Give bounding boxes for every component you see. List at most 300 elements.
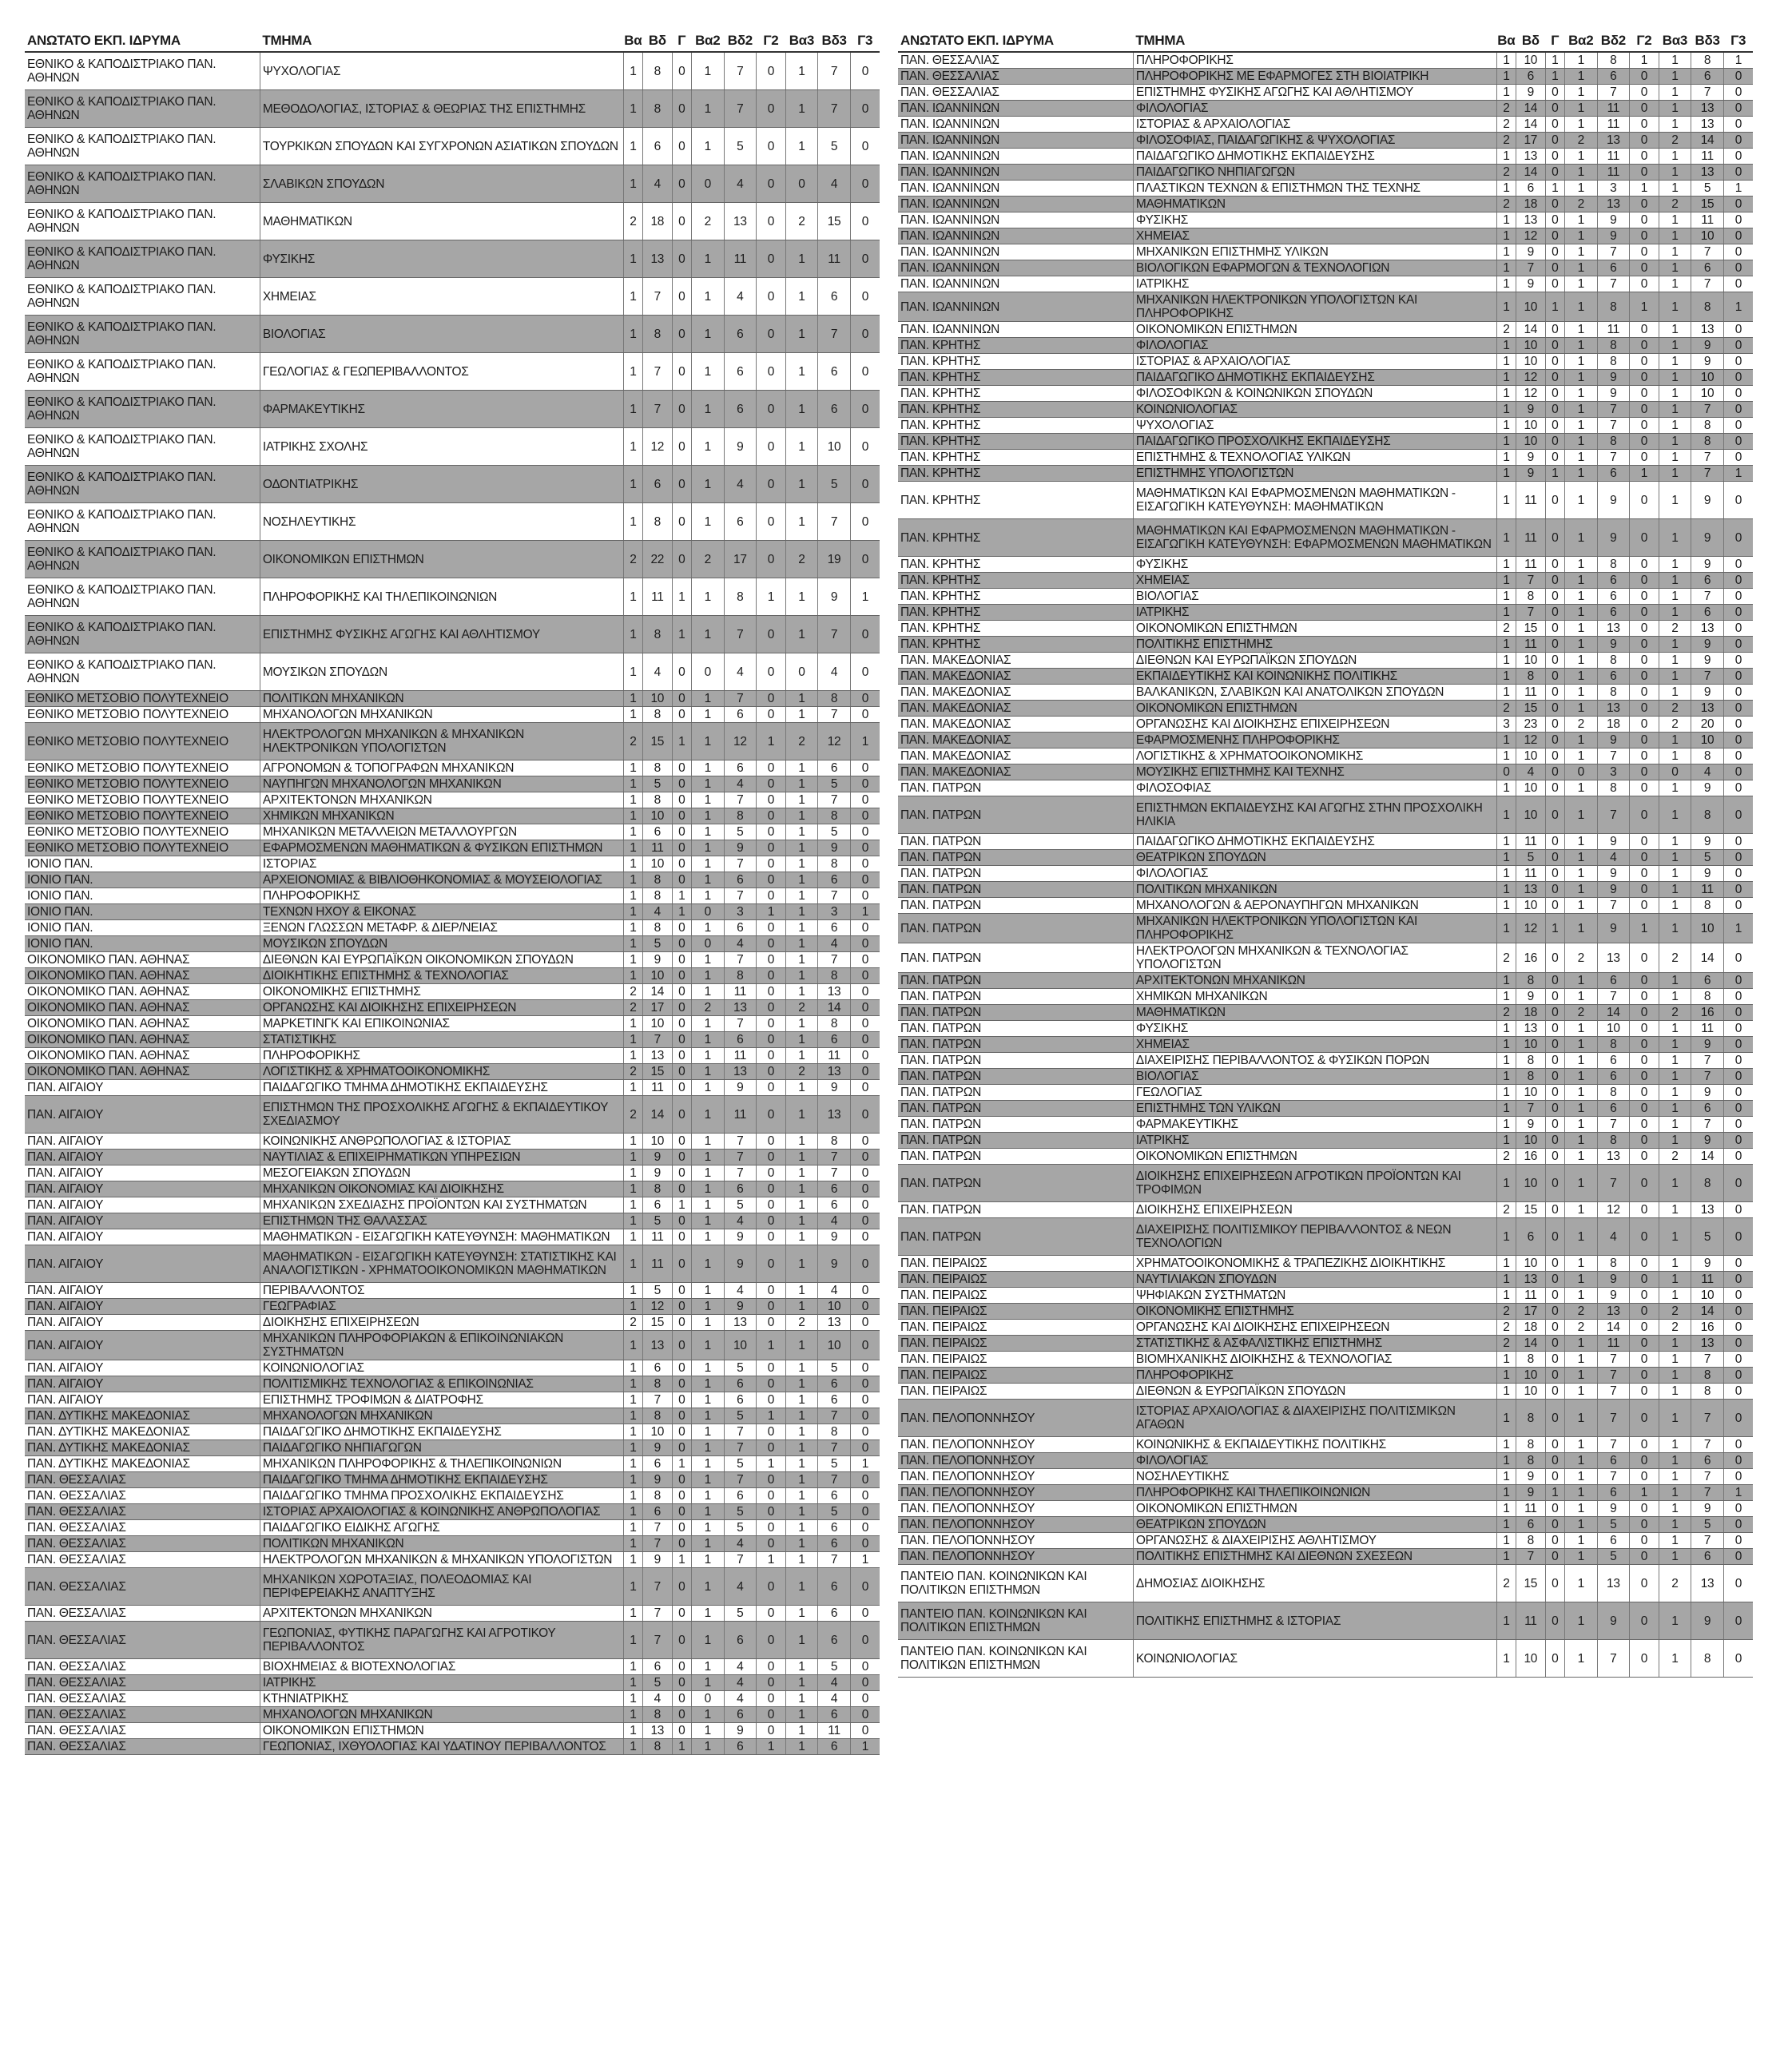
bd3-cell: 13 bbox=[818, 1096, 851, 1134]
ba3-cell: 1 bbox=[785, 792, 818, 808]
g2-cell: 0 bbox=[757, 1675, 786, 1691]
ba3-cell: 1 bbox=[785, 1197, 818, 1213]
ba2-cell: 1 bbox=[1564, 914, 1597, 943]
bd-cell: 12 bbox=[1516, 228, 1546, 244]
table-row bbox=[898, 519, 1753, 557]
g2-cell: 0 bbox=[757, 1213, 786, 1229]
department-cell: ΟΙΚΟΝΟΜΙΚΩΝ ΕΠΙΣΤΗΜΩΝ bbox=[1133, 1149, 1496, 1165]
bd-cell: 7 bbox=[643, 1606, 673, 1622]
g-cell: 0 bbox=[1545, 733, 1564, 749]
g2-cell: 0 bbox=[1630, 796, 1659, 834]
bd3-cell: 6 bbox=[818, 1568, 851, 1606]
g-cell: 1 bbox=[1545, 181, 1564, 197]
ba3-cell: 1 bbox=[1659, 733, 1691, 749]
bd3-cell: 7 bbox=[818, 1408, 851, 1424]
bd2-cell: 4 bbox=[1597, 850, 1630, 866]
ba-cell: 1 bbox=[1496, 1400, 1516, 1437]
g3-cell: 0 bbox=[1723, 1565, 1753, 1602]
ba3-cell: 1 bbox=[1659, 1165, 1691, 1202]
department-cell: ΕΠΙΣΤΗΜΩΝ ΕΚΠΑΙΔΕΥΣΗΣ ΚΑΙ ΑΓΩΓΗΣ ΣΤΗΝ ΠΡΟΣΧΟΛΙΚΗ ΗΛΙΚΙΑ bbox=[1133, 796, 1496, 834]
department-cell: ΦΥΣΙΚΗΣ bbox=[1133, 557, 1496, 573]
department-cell: ΒΙΟΛΟΓΙΑΣ bbox=[1133, 589, 1496, 605]
bd2-cell: 17 bbox=[724, 541, 757, 578]
ba3-cell: 1 bbox=[1659, 1533, 1691, 1549]
ba2-cell: 1 bbox=[691, 278, 724, 316]
institution-cell: ΠΑΝ. ΙΩΑΝΝΙΝΩΝ bbox=[898, 165, 1133, 181]
bd2-cell: 3 bbox=[724, 904, 757, 920]
g2-cell: 0 bbox=[757, 840, 786, 856]
g2-cell: 0 bbox=[1630, 85, 1659, 101]
ba3-cell: 1 bbox=[785, 936, 818, 952]
department-cell: ΒΑΛΚΑΝΙΚΩΝ, ΣΛΑΒΙΚΩΝ ΚΑΙ ΑΝΑΤΟΛΙΚΩΝ ΣΠΟΥΔΩΝ bbox=[1133, 685, 1496, 701]
bd3-cell: 13 bbox=[1691, 322, 1724, 338]
department-cell: ΟΙΚΟΝΟΜΙΚΩΝ ΕΠΙΣΤΗΜΩΝ bbox=[260, 1723, 623, 1739]
ba-cell: 1 bbox=[623, 1606, 642, 1622]
bd2-cell: 13 bbox=[1597, 701, 1630, 717]
bd-cell: 10 bbox=[643, 968, 673, 984]
ba2-cell: 1 bbox=[691, 466, 724, 503]
g-cell: 0 bbox=[1545, 418, 1564, 434]
g-cell: 0 bbox=[1545, 589, 1564, 605]
ba-cell: 1 bbox=[1496, 212, 1516, 228]
institution-cell: ΠΑΝ. ΜΑΚΕΔΟΝΙΑΣ bbox=[898, 669, 1133, 685]
g-cell: 0 bbox=[672, 1723, 691, 1739]
ba-cell: 1 bbox=[1496, 1117, 1516, 1133]
ba3-cell: 1 bbox=[1659, 52, 1691, 69]
g2-cell: 0 bbox=[1630, 882, 1659, 898]
g-cell: 0 bbox=[1545, 669, 1564, 685]
table-row bbox=[25, 723, 880, 760]
g3-cell: 0 bbox=[1723, 780, 1753, 796]
bd2-cell: 8 bbox=[1597, 338, 1630, 354]
bd-cell: 22 bbox=[643, 541, 673, 578]
header-bd3: Βδ3 bbox=[1691, 30, 1724, 52]
table-row bbox=[898, 402, 1753, 418]
department-cell: ΒΙΟΛΟΓΙΚΩΝ ΕΦΑΡΜΟΓΩΝ & ΤΕΧΝΟΛΟΓΙΩΝ bbox=[1133, 260, 1496, 276]
table-row bbox=[898, 165, 1753, 181]
g2-cell: 0 bbox=[757, 1622, 786, 1659]
ba2-cell: 1 bbox=[691, 1283, 724, 1299]
ba-cell: 2 bbox=[623, 203, 642, 240]
institution-cell: ΠΑΝ. ΠΑΤΡΩΝ bbox=[898, 834, 1133, 850]
g2-cell: 0 bbox=[1630, 370, 1659, 386]
g3-cell: 0 bbox=[1723, 1336, 1753, 1352]
department-cell: ΦΙΛΟΛΟΓΙΑΣ bbox=[1133, 338, 1496, 354]
g2-cell: 0 bbox=[1630, 701, 1659, 717]
g-cell: 0 bbox=[672, 1213, 691, 1229]
g3-cell: 0 bbox=[850, 90, 880, 128]
bd2-cell: 7 bbox=[1597, 450, 1630, 466]
bd3-cell: 13 bbox=[818, 1315, 851, 1331]
ba3-cell: 1 bbox=[1659, 1272, 1691, 1288]
institution-cell: ΠΑΝ. ΚΡΗΤΗΣ bbox=[898, 370, 1133, 386]
g2-cell: 0 bbox=[1630, 1453, 1659, 1469]
bd2-cell: 13 bbox=[1597, 621, 1630, 637]
bd3-cell: 11 bbox=[818, 1048, 851, 1064]
ba-cell: 1 bbox=[1496, 749, 1516, 764]
g3-cell: 0 bbox=[1723, 69, 1753, 85]
ba-cell: 1 bbox=[1496, 1368, 1516, 1384]
bd2-cell: 6 bbox=[1597, 605, 1630, 621]
g-cell: 0 bbox=[672, 1691, 691, 1707]
ba3-cell: 1 bbox=[785, 1213, 818, 1229]
bd-cell: 7 bbox=[643, 1032, 673, 1048]
g3-cell: 0 bbox=[850, 776, 880, 792]
bd3-cell: 6 bbox=[1691, 973, 1724, 989]
g2-cell: 0 bbox=[1630, 669, 1659, 685]
department-cell: ΦΑΡΜΑΚΕΥΤΙΚΗΣ bbox=[260, 391, 623, 428]
institution-cell: ΠΑΝ. ΠΕΛΟΠΟΝΝΗΣΟΥ bbox=[898, 1453, 1133, 1469]
table-row bbox=[898, 717, 1753, 733]
department-cell: ΧΗΜΙΚΩΝ ΜΗΧΑΝΙΚΩΝ bbox=[1133, 989, 1496, 1005]
g2-cell: 0 bbox=[1630, 1320, 1659, 1336]
ba-cell: 1 bbox=[623, 1440, 642, 1456]
ba3-cell: 1 bbox=[785, 856, 818, 872]
ba2-cell: 0 bbox=[691, 165, 724, 203]
institution-cell: ΠΑΝ. ΚΡΗΤΗΣ bbox=[898, 589, 1133, 605]
header-ba2: Βα2 bbox=[1564, 30, 1597, 52]
bd3-cell: 11 bbox=[1691, 882, 1724, 898]
ba3-cell: 1 bbox=[785, 391, 818, 428]
institution-cell: ΕΘΝΙΚΟ & ΚΑΠΟΔΙΣΤΡΙΑΚΟ ΠΑΝ. ΑΘΗΝΩΝ bbox=[25, 541, 260, 578]
g-cell: 0 bbox=[672, 165, 691, 203]
bd-cell: 11 bbox=[1516, 1602, 1546, 1640]
bd-cell: 6 bbox=[1516, 69, 1546, 85]
bd-cell: 7 bbox=[643, 278, 673, 316]
table-row bbox=[25, 888, 880, 904]
bd2-cell: 5 bbox=[724, 1408, 757, 1424]
table-row bbox=[898, 1149, 1753, 1165]
bd-cell: 9 bbox=[1516, 1469, 1546, 1485]
g2-cell: 0 bbox=[757, 503, 786, 541]
institution-cell: ΟΙΚΟΝΟΜΙΚΟ ΠΑΝ. ΑΘΗΝΑΣ bbox=[25, 1000, 260, 1016]
ba-cell: 2 bbox=[1496, 197, 1516, 212]
g-cell: 0 bbox=[1545, 943, 1564, 973]
g3-cell: 0 bbox=[850, 952, 880, 968]
bd-cell: 5 bbox=[643, 1213, 673, 1229]
bd3-cell: 7 bbox=[1691, 1485, 1724, 1501]
g3-cell: 0 bbox=[1723, 1085, 1753, 1101]
department-cell: ΑΓΡΟΝΟΜΩΝ & ΤΟΠΟΓΡΑΦΩΝ ΜΗΧΑΝΙΚΩΝ bbox=[260, 760, 623, 776]
g3-cell: 0 bbox=[1723, 749, 1753, 764]
ba3-cell: 1 bbox=[1659, 1602, 1691, 1640]
ba2-cell: 1 bbox=[1564, 354, 1597, 370]
bd-cell: 8 bbox=[1516, 1400, 1546, 1437]
bd3-cell: 11 bbox=[1691, 149, 1724, 165]
ba2-cell: 1 bbox=[691, 1360, 724, 1376]
bd2-cell: 10 bbox=[724, 1331, 757, 1360]
ba-cell: 1 bbox=[1496, 260, 1516, 276]
bd2-cell: 6 bbox=[1597, 973, 1630, 989]
g-cell: 0 bbox=[1545, 1549, 1564, 1565]
ba2-cell: 1 bbox=[1564, 1501, 1597, 1517]
g3-cell: 0 bbox=[850, 1000, 880, 1016]
g3-cell: 0 bbox=[1723, 1053, 1753, 1069]
ba-cell: 1 bbox=[1496, 402, 1516, 418]
bd2-cell: 4 bbox=[724, 466, 757, 503]
bd3-cell: 7 bbox=[818, 52, 851, 90]
institution-cell: ΕΘΝΙΚΟ & ΚΑΠΟΔΙΣΤΡΙΑΚΟ ΠΑΝ. ΑΘΗΝΩΝ bbox=[25, 653, 260, 691]
table-row bbox=[898, 914, 1753, 943]
g-cell: 0 bbox=[1545, 1117, 1564, 1133]
bd-cell: 12 bbox=[1516, 386, 1546, 402]
bd2-cell: 7 bbox=[724, 52, 757, 90]
table-row bbox=[898, 669, 1753, 685]
ba3-cell: 1 bbox=[1659, 1437, 1691, 1453]
g3-cell: 0 bbox=[1723, 1133, 1753, 1149]
bd-cell: 8 bbox=[643, 1408, 673, 1424]
g-cell: 0 bbox=[1545, 796, 1564, 834]
table-row bbox=[898, 1021, 1753, 1037]
bd3-cell: 6 bbox=[818, 1488, 851, 1504]
institution-cell: ΕΘΝΙΚΟ & ΚΑΠΟΔΙΣΤΡΙΑΚΟ ΠΑΝ. ΑΘΗΝΩΝ bbox=[25, 165, 260, 203]
ba2-cell: 1 bbox=[691, 1622, 724, 1659]
department-cell: ΠΛΗΡΟΦΟΡΙΚΗΣ bbox=[260, 888, 623, 904]
g3-cell: 0 bbox=[1723, 1021, 1753, 1037]
bd2-cell: 4 bbox=[724, 1691, 757, 1707]
table-row bbox=[25, 707, 880, 723]
g-cell: 0 bbox=[1545, 370, 1564, 386]
bd2-cell: 13 bbox=[1597, 133, 1630, 149]
ba3-cell: 2 bbox=[785, 1315, 818, 1331]
department-cell: ΜΑΘΗΜΑΤΙΚΩΝ - ΕΙΣΑΓΩΓΙΚΗ ΚΑΤΕΥΘΥΝΣΗ: ΜΑΘΗΜΑΤΙΚΩΝ bbox=[260, 1229, 623, 1245]
g-cell: 0 bbox=[672, 391, 691, 428]
ba2-cell: 1 bbox=[1564, 637, 1597, 653]
table-row bbox=[898, 434, 1753, 450]
department-cell: ΟΡΓΑΝΩΣΗΣ ΚΑΙ ΔΙΟΙΚΗΣΗΣ ΕΠΙΧΕΙΡΗΣΕΩΝ bbox=[1133, 717, 1496, 733]
g-cell: 0 bbox=[1545, 1133, 1564, 1149]
g3-cell: 0 bbox=[850, 984, 880, 1000]
table-row bbox=[25, 1707, 880, 1723]
g3-cell: 0 bbox=[1723, 1453, 1753, 1469]
department-cell: ΛΟΓΙΣΤΙΚΗΣ & ΧΡΗΜΑΤΟΟΙΚΟΝΟΜΙΚΗΣ bbox=[1133, 749, 1496, 764]
g3-cell: 0 bbox=[1723, 989, 1753, 1005]
ba-cell: 1 bbox=[623, 1659, 642, 1675]
ba-cell: 1 bbox=[623, 1080, 642, 1096]
ba-cell: 1 bbox=[623, 165, 642, 203]
ba-cell: 1 bbox=[1496, 685, 1516, 701]
institution-cell: ΠΑΝ. ΠΑΤΡΩΝ bbox=[898, 1218, 1133, 1256]
g-cell: 0 bbox=[1545, 1501, 1564, 1517]
ba-cell: 1 bbox=[1496, 1533, 1516, 1549]
bd-cell: 15 bbox=[1516, 1565, 1546, 1602]
bd-cell: 7 bbox=[643, 391, 673, 428]
table-row bbox=[25, 1520, 880, 1536]
ba3-cell: 1 bbox=[1659, 1218, 1691, 1256]
g3-cell: 0 bbox=[1723, 898, 1753, 914]
g2-cell: 0 bbox=[1630, 764, 1659, 780]
bd3-cell: 7 bbox=[818, 316, 851, 353]
bd-cell: 12 bbox=[643, 1299, 673, 1315]
ba3-cell: 1 bbox=[785, 1723, 818, 1739]
department-cell: ΜΗΧΑΝΙΚΩΝ ΗΛΕΚΤΡΟΝΙΚΩΝ ΥΠΟΛΟΓΙΣΤΩΝ ΚΑΙ ΠΛΗΡΟΦΟΡΙΚΗΣ bbox=[1133, 914, 1496, 943]
bd3-cell: 8 bbox=[818, 856, 851, 872]
bd2-cell: 6 bbox=[724, 872, 757, 888]
institution-cell: ΕΘΝΙΚΟ & ΚΑΠΟΔΙΣΤΡΙΑΚΟ ΠΑΝ. ΑΘΗΝΩΝ bbox=[25, 391, 260, 428]
institution-cell: ΠΑΝ. ΠΑΤΡΩΝ bbox=[898, 1085, 1133, 1101]
ba2-cell: 1 bbox=[1564, 101, 1597, 117]
g-cell: 0 bbox=[672, 1408, 691, 1424]
bd-cell: 12 bbox=[1516, 914, 1546, 943]
table-row bbox=[898, 589, 1753, 605]
g-cell: 1 bbox=[1545, 466, 1564, 482]
table-row bbox=[25, 1360, 880, 1376]
g2-cell: 0 bbox=[1630, 1053, 1659, 1069]
bd-cell: 10 bbox=[1516, 749, 1546, 764]
ba3-cell: 1 bbox=[785, 1707, 818, 1723]
bd3-cell: 15 bbox=[1691, 197, 1724, 212]
g-cell: 0 bbox=[672, 760, 691, 776]
institution-cell: ΕΘΝΙΚΟ ΜΕΤΣΟΒΙΟ ΠΟΛΥΤΕΧΝΕΙΟ bbox=[25, 723, 260, 760]
ba-cell: 2 bbox=[1496, 701, 1516, 717]
bd3-cell: 9 bbox=[1691, 1602, 1724, 1640]
bd-cell: 8 bbox=[643, 52, 673, 90]
department-cell: ΔΙΟΙΚΗΣΗΣ ΕΠΙΧΕΙΡΗΣΕΩΝ bbox=[1133, 1202, 1496, 1218]
g-cell: 0 bbox=[672, 1315, 691, 1331]
bd2-cell: 9 bbox=[1597, 212, 1630, 228]
g2-cell: 0 bbox=[1630, 1336, 1659, 1352]
bd-cell: 18 bbox=[643, 203, 673, 240]
ba2-cell: 1 bbox=[1564, 685, 1597, 701]
institution-cell: ΠΑΝ. ΠΑΤΡΩΝ bbox=[898, 882, 1133, 898]
right-table-column bbox=[898, 30, 1753, 1678]
institution-cell: ΕΘΝΙΚΟ & ΚΑΠΟΔΙΣΤΡΙΑΚΟ ΠΑΝ. ΑΘΗΝΩΝ bbox=[25, 203, 260, 240]
table-row bbox=[25, 1659, 880, 1675]
department-cell: ΜΑΡΚΕΤΙΝΓΚ ΚΑΙ ΕΠΙΚΟΙΝΩΝΙΑΣ bbox=[260, 1016, 623, 1032]
table-row bbox=[898, 1437, 1753, 1453]
g-cell: 0 bbox=[672, 1568, 691, 1606]
department-cell: ΝΑΥΠΗΓΩΝ ΜΗΧΑΝΟΛΟΓΩΝ ΜΗΧΑΝΙΚΩΝ bbox=[260, 776, 623, 792]
ba2-cell: 1 bbox=[691, 1440, 724, 1456]
ba3-cell: 1 bbox=[785, 1165, 818, 1181]
department-cell: ΠΑΙΔΑΓΩΓΙΚΟ ΔΗΜΟΤΙΚΗΣ ΕΚΠΑΙΔΕΥΣΗΣ bbox=[260, 1424, 623, 1440]
g2-cell: 0 bbox=[757, 1080, 786, 1096]
ba3-cell: 1 bbox=[1659, 589, 1691, 605]
ba2-cell: 1 bbox=[691, 760, 724, 776]
g3-cell: 0 bbox=[1723, 1602, 1753, 1640]
table-row bbox=[898, 1218, 1753, 1256]
g-cell: 0 bbox=[1545, 717, 1564, 733]
department-cell: ΠΛΗΡΟΦΟΡΙΚΗΣ bbox=[260, 1048, 623, 1064]
table-row bbox=[898, 149, 1753, 165]
bd3-cell: 9 bbox=[1691, 354, 1724, 370]
bd-cell: 12 bbox=[1516, 370, 1546, 386]
bd2-cell: 6 bbox=[724, 353, 757, 391]
ba-cell: 1 bbox=[1496, 1165, 1516, 1202]
institution-cell: ΠΑΝ. ΜΑΚΕΔΟΝΙΑΣ bbox=[898, 701, 1133, 717]
g3-cell: 0 bbox=[850, 1568, 880, 1606]
ba-cell: 1 bbox=[623, 691, 642, 707]
bd-cell: 11 bbox=[643, 578, 673, 616]
bd3-cell: 5 bbox=[1691, 850, 1724, 866]
bd2-cell: 4 bbox=[724, 1675, 757, 1691]
bd-cell: 5 bbox=[1516, 850, 1546, 866]
ba-cell: 1 bbox=[623, 1504, 642, 1520]
header-ba2: Βα2 bbox=[691, 30, 724, 52]
bd2-cell: 4 bbox=[724, 1283, 757, 1299]
bd2-cell: 6 bbox=[1597, 573, 1630, 589]
table-row bbox=[25, 1606, 880, 1622]
g3-cell: 1 bbox=[1723, 914, 1753, 943]
table-row bbox=[25, 952, 880, 968]
ba3-cell: 1 bbox=[785, 128, 818, 165]
bd3-cell: 6 bbox=[818, 1622, 851, 1659]
institution-cell: ΠΑΝ. ΘΕΣΣΑΛΙΑΣ bbox=[25, 1675, 260, 1691]
bd-cell: 10 bbox=[643, 1424, 673, 1440]
table-row bbox=[25, 1150, 880, 1165]
table-row bbox=[898, 1256, 1753, 1272]
bd-cell: 9 bbox=[1516, 244, 1546, 260]
ba3-cell: 1 bbox=[1659, 914, 1691, 943]
ba-cell: 1 bbox=[623, 1568, 642, 1606]
department-cell: ΔΙΟΙΚΗΣΗΣ ΕΠΙΧΕΙΡΗΣΕΩΝ ΑΓΡΟΤΙΚΩΝ ΠΡΟΪΟΝΤΩΝ ΚΑΙ ΤΡΟΦΙΜΩΝ bbox=[1133, 1165, 1496, 1202]
bd2-cell: 9 bbox=[1597, 882, 1630, 898]
ba2-cell: 1 bbox=[691, 1048, 724, 1064]
ba-cell: 1 bbox=[623, 1622, 642, 1659]
table-row bbox=[898, 1069, 1753, 1085]
g3-cell: 0 bbox=[850, 1080, 880, 1096]
g2-cell: 0 bbox=[1630, 1272, 1659, 1288]
bd-cell: 9 bbox=[1516, 989, 1546, 1005]
institution-cell: ΠΑΝ. ΠΕΙΡΑΙΩΣ bbox=[898, 1384, 1133, 1400]
ba2-cell: 1 bbox=[1564, 418, 1597, 434]
bd3-cell: 6 bbox=[818, 1606, 851, 1622]
department-cell: ΠΛΗΡΟΦΟΡΙΚΗΣ bbox=[1133, 52, 1496, 69]
g-cell: 0 bbox=[672, 707, 691, 723]
g2-cell: 0 bbox=[757, 808, 786, 824]
bd2-cell: 5 bbox=[724, 1606, 757, 1622]
header-ba3: Βα3 bbox=[785, 30, 818, 52]
ba3-cell: 2 bbox=[1659, 1320, 1691, 1336]
ba3-cell: 1 bbox=[1659, 354, 1691, 370]
ba-cell: 1 bbox=[623, 1181, 642, 1197]
g3-cell: 0 bbox=[1723, 653, 1753, 669]
bd2-cell: 7 bbox=[724, 1552, 757, 1568]
g2-cell: 0 bbox=[757, 776, 786, 792]
department-cell: ΠΟΛΙΤΙΚΗΣ ΕΠΙΣΤΗΜΗΣ ΚΑΙ ΔΙΕΘΝΩΝ ΣΧΕΣΕΩΝ bbox=[1133, 1549, 1496, 1565]
g-cell: 0 bbox=[1545, 1320, 1564, 1336]
bd2-cell: 13 bbox=[724, 1315, 757, 1331]
institution-cell: ΟΙΚΟΝΟΜΙΚΟ ΠΑΝ. ΑΘΗΝΑΣ bbox=[25, 968, 260, 984]
ba3-cell: 1 bbox=[785, 904, 818, 920]
department-cell: ΜΗΧΑΝΙΚΩΝ ΗΛΕΚΤΡΟΝΙΚΩΝ ΥΠΟΛΟΓΙΣΤΩΝ ΚΑΙ ΠΛΗΡΟΦΟΡΙΚΗΣ bbox=[1133, 292, 1496, 322]
department-cell: ΚΟΙΝΩΝΙΚΗΣ & ΕΚΠΑΙΔΕΥΤΙΚΗΣ ΠΟΛΙΤΙΚΗΣ bbox=[1133, 1437, 1496, 1453]
bd3-cell: 8 bbox=[1691, 1165, 1724, 1202]
g2-cell: 0 bbox=[757, 888, 786, 904]
bd2-cell: 9 bbox=[1597, 834, 1630, 850]
ba2-cell: 1 bbox=[1564, 276, 1597, 292]
institution-cell: ΟΙΚΟΝΟΜΙΚΟ ΠΑΝ. ΑΘΗΝΑΣ bbox=[25, 984, 260, 1000]
bd-cell: 11 bbox=[1516, 482, 1546, 519]
department-cell: ΧΗΜΙΚΩΝ ΜΗΧΑΝΙΚΩΝ bbox=[260, 808, 623, 824]
g-cell: 0 bbox=[672, 1299, 691, 1315]
ba2-cell: 1 bbox=[691, 968, 724, 984]
bd2-cell: 18 bbox=[1597, 717, 1630, 733]
ba3-cell: 1 bbox=[1659, 450, 1691, 466]
bd3-cell: 6 bbox=[818, 278, 851, 316]
bd2-cell: 7 bbox=[1597, 1165, 1630, 1202]
bd3-cell: 7 bbox=[818, 503, 851, 541]
bd2-cell: 14 bbox=[1597, 1320, 1630, 1336]
institution-cell: ΠΑΝ. ΚΡΗΤΗΣ bbox=[898, 482, 1133, 519]
table-row bbox=[25, 353, 880, 391]
g3-cell: 0 bbox=[850, 391, 880, 428]
bd2-cell: 9 bbox=[724, 1080, 757, 1096]
table-row bbox=[25, 1064, 880, 1080]
g3-cell: 0 bbox=[1723, 101, 1753, 117]
bd3-cell: 10 bbox=[1691, 370, 1724, 386]
ba2-cell: 1 bbox=[691, 888, 724, 904]
